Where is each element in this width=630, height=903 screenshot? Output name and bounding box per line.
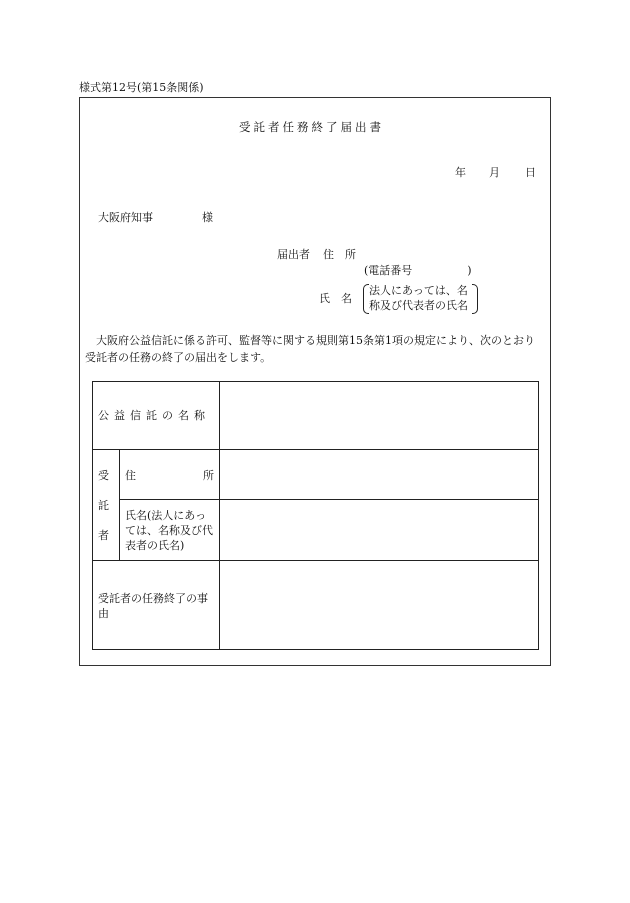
- row-divider: [119, 499, 538, 500]
- form-number: 様式第12号(第15条関係): [79, 81, 204, 94]
- notifier-phone-label: (電話番号 ): [364, 264, 472, 277]
- row-divider: [93, 560, 538, 561]
- trustee-address-label-b: 所: [203, 469, 214, 482]
- column-divider: [219, 382, 220, 649]
- date-line: [455, 166, 545, 180]
- trust-name-label: 公益信託の名称: [98, 409, 210, 422]
- name-note-line2: 称及び代表者の氏名: [369, 299, 468, 312]
- date-day: 日: [525, 166, 536, 179]
- trustee-group-char-2: 託: [98, 499, 109, 512]
- date-month: 月: [489, 166, 500, 179]
- statement-paragraph: 大阪府公益信託に係る許可、監督等に関する規則第15条第1項の規定により、次のとおり受託者の任務の終了の届出をします。: [85, 334, 535, 364]
- trustee-name-label: 氏名(法人にあっては、名称及び代表者の氏名): [125, 509, 213, 552]
- info-table: [92, 381, 539, 650]
- addressee-name: 大阪府知事: [98, 211, 153, 224]
- addressee-honorific: 様: [202, 211, 213, 224]
- date-year: 年: [455, 166, 466, 179]
- notifier-name-label: 氏 名: [319, 292, 352, 305]
- termination-reason-label: 受託者の任務終了の事由: [98, 592, 208, 620]
- trustee-group-char-3: 者: [98, 529, 109, 542]
- document-title: 受託者任務終了届出書: [239, 120, 384, 134]
- right-bracket: [472, 284, 478, 314]
- trustee-address-label-a: 住: [125, 469, 136, 482]
- name-note-line1: 法人にあっては、名: [369, 284, 468, 297]
- notifier-address-label: 住 所: [323, 248, 356, 261]
- column-divider: [119, 449, 120, 560]
- row-divider: [93, 449, 538, 450]
- trustee-group-char-1: 受: [98, 469, 109, 482]
- notifier-label: 届出者: [277, 248, 310, 261]
